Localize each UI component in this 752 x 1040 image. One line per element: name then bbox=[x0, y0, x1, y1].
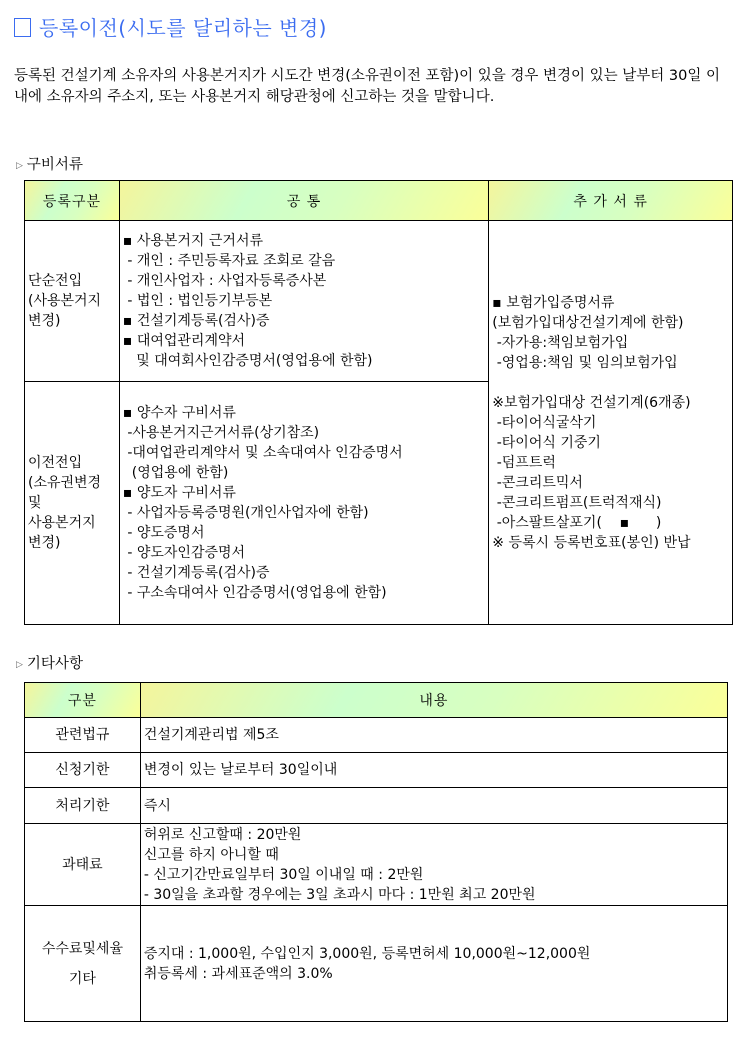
text-line: -타이어식굴삭기 bbox=[492, 414, 597, 431]
text-line: ▪ 양수자 구비서류 bbox=[122, 405, 236, 421]
header-division: 구분 bbox=[25, 683, 141, 718]
text-line: (사용본거지 bbox=[28, 293, 102, 309]
table-row bbox=[25, 906, 728, 1022]
text-line: - 법인 : 법인등기부등본 bbox=[122, 293, 273, 309]
text-line: (소유권변경 bbox=[28, 475, 102, 491]
header-category: 등록구분 bbox=[25, 181, 120, 221]
text-line: 이전전입 bbox=[28, 455, 83, 471]
row-label bbox=[25, 906, 141, 1022]
text-line: 건설기계관리법 제5조 bbox=[143, 727, 279, 743]
section-title: 기타사항 bbox=[26, 656, 83, 672]
section-heading-other bbox=[16, 652, 83, 673]
text-line: 허위로 신고할때 : 20만원 bbox=[143, 826, 302, 843]
row-content bbox=[140, 753, 727, 788]
category-cell bbox=[25, 221, 120, 382]
additional-docs-cell bbox=[489, 221, 733, 625]
text-line: ▪ 대여업관리계약서 bbox=[122, 333, 246, 349]
table-header-row bbox=[25, 683, 728, 718]
table-row bbox=[25, 718, 728, 753]
row-label bbox=[25, 753, 141, 788]
triangle-bullet-icon: ▷ bbox=[16, 660, 23, 670]
row-label bbox=[25, 718, 141, 753]
header-common: 공 통 bbox=[119, 181, 488, 221]
section-heading-documents bbox=[16, 153, 83, 174]
text-line: 변경) bbox=[28, 313, 61, 329]
text-line: ▪ 보험가입증명서류 bbox=[492, 294, 615, 311]
page-title-text: 등록이전(시도를 달리하는 변경) bbox=[39, 16, 327, 40]
category-cell bbox=[25, 382, 120, 625]
page-title bbox=[14, 12, 327, 41]
text-line: (보험가입대상건설기계에 한함) bbox=[492, 314, 684, 331]
documents-table bbox=[24, 180, 733, 625]
text-line: 관련법규 bbox=[55, 727, 110, 743]
text-line: -영업용:책임 및 임의보험가입 bbox=[492, 354, 678, 371]
text-line: ▪ 사용본거지 근거서류 bbox=[122, 233, 263, 249]
text-line: 및 대여회사인감증명서(영업용에 한함) bbox=[122, 353, 373, 369]
table-row bbox=[25, 824, 728, 906]
text-line: - 30일을 초과할 경우에는 3일 초과시 마다 : 1만원 최고 20만원 bbox=[143, 886, 536, 903]
text-line: 변경) bbox=[28, 535, 61, 551]
row-content bbox=[140, 824, 727, 906]
row-label bbox=[25, 824, 141, 906]
text-line: 신청기한 bbox=[55, 762, 110, 778]
text-line: -콘크리트펌프(트럭적재식) bbox=[492, 494, 662, 511]
row-content bbox=[140, 906, 727, 1022]
text-line: (영업용에 한함) bbox=[122, 465, 229, 481]
text-line: 및 bbox=[28, 495, 42, 511]
text-line: 단순전입 bbox=[28, 273, 83, 289]
text-line: 즉시 bbox=[143, 797, 171, 814]
text-line: - 개인 : 주민등록자료 조회로 갈음 bbox=[122, 253, 336, 269]
text-line: - 건설기계등록(검사)증 bbox=[122, 565, 270, 581]
intro-paragraph: 등록된 건설기계 소유자의 사용본거지가 시도간 변경(소유권이전 포함)이 있을 경우 변경이 있는 날부터 30일 이내에 소유자의 주소지, 또는 사용본거지 해당관청에 신고하는 것을 말합니다. bbox=[14, 68, 720, 105]
text-line: 수수료및세율 bbox=[41, 940, 123, 957]
common-docs-cell bbox=[119, 382, 488, 625]
text-line: ▪ 양도자 구비서류 bbox=[122, 485, 236, 501]
text-line: 기타 bbox=[68, 970, 96, 987]
common-docs-cell bbox=[119, 221, 488, 382]
square-bullet-icon bbox=[14, 18, 31, 37]
text-line: - 개인사업자 : 사업자등록증사본 bbox=[122, 273, 327, 289]
header-content: 내용 bbox=[140, 683, 727, 718]
text-line: -덤프트럭 bbox=[492, 454, 556, 471]
text-line: -대여업관리계약서 및 소속대여사 인감증명서 bbox=[122, 445, 403, 461]
text-line: ▪ 건설기계등록(검사)증 bbox=[122, 313, 270, 329]
text-line: 변경이 있는 날로부터 30일이내 bbox=[143, 762, 338, 778]
text-line: - 신고기간만료일부터 30일 이내일 때 : 2만원 bbox=[143, 866, 424, 883]
text-line: 증지대 : 1,000원, 수입인지 3,000원, 등록면허세 10,000원~12,000원 bbox=[143, 945, 591, 962]
text-line: - 양도자인감증명서 bbox=[122, 545, 246, 561]
triangle-bullet-icon: ▷ bbox=[16, 161, 23, 171]
row-content bbox=[140, 718, 727, 753]
row-label bbox=[25, 788, 141, 824]
text-line: ※ 등록시 등록번호표(봉인) 반납 bbox=[492, 534, 691, 551]
text-line: - 구소속대여사 인감증명서(영업용에 한함) bbox=[122, 585, 387, 601]
other-info-table bbox=[24, 682, 728, 1022]
table-row bbox=[25, 753, 728, 788]
text-line: -타이어식 기중기 bbox=[492, 434, 601, 451]
text-line: 사용본거지 bbox=[28, 515, 96, 531]
text-line: - 양도증명서 bbox=[122, 525, 205, 541]
text-line: - 사업자등록증명원(개인사업자에 한함) bbox=[122, 505, 369, 521]
text-line: -사용본거지근거서류(상기참조) bbox=[122, 425, 320, 441]
text-line: ※보험가입대상 건설기계(6개종) bbox=[492, 394, 691, 411]
table-row bbox=[25, 788, 728, 824]
text-line bbox=[492, 373, 729, 393]
text-line: 신고를 하지 아니할 때 bbox=[143, 846, 279, 863]
header-additional: 추 가 서 류 bbox=[489, 181, 733, 221]
table-row bbox=[25, 221, 733, 382]
row-content bbox=[140, 788, 727, 824]
table-header-row bbox=[25, 181, 733, 221]
text-line: -자가용:책임보험가입 bbox=[492, 334, 629, 351]
text-line: -아스팔트살포기( ▪ ) bbox=[492, 514, 662, 531]
text-line: 과태료 bbox=[62, 856, 103, 873]
text-line: 처리기한 bbox=[55, 797, 110, 814]
section-title: 구비서류 bbox=[26, 157, 83, 173]
text-line: -콘크리트믹서 bbox=[492, 474, 583, 491]
text-line: 취등록세 : 과세표준액의 3.0% bbox=[143, 965, 333, 982]
